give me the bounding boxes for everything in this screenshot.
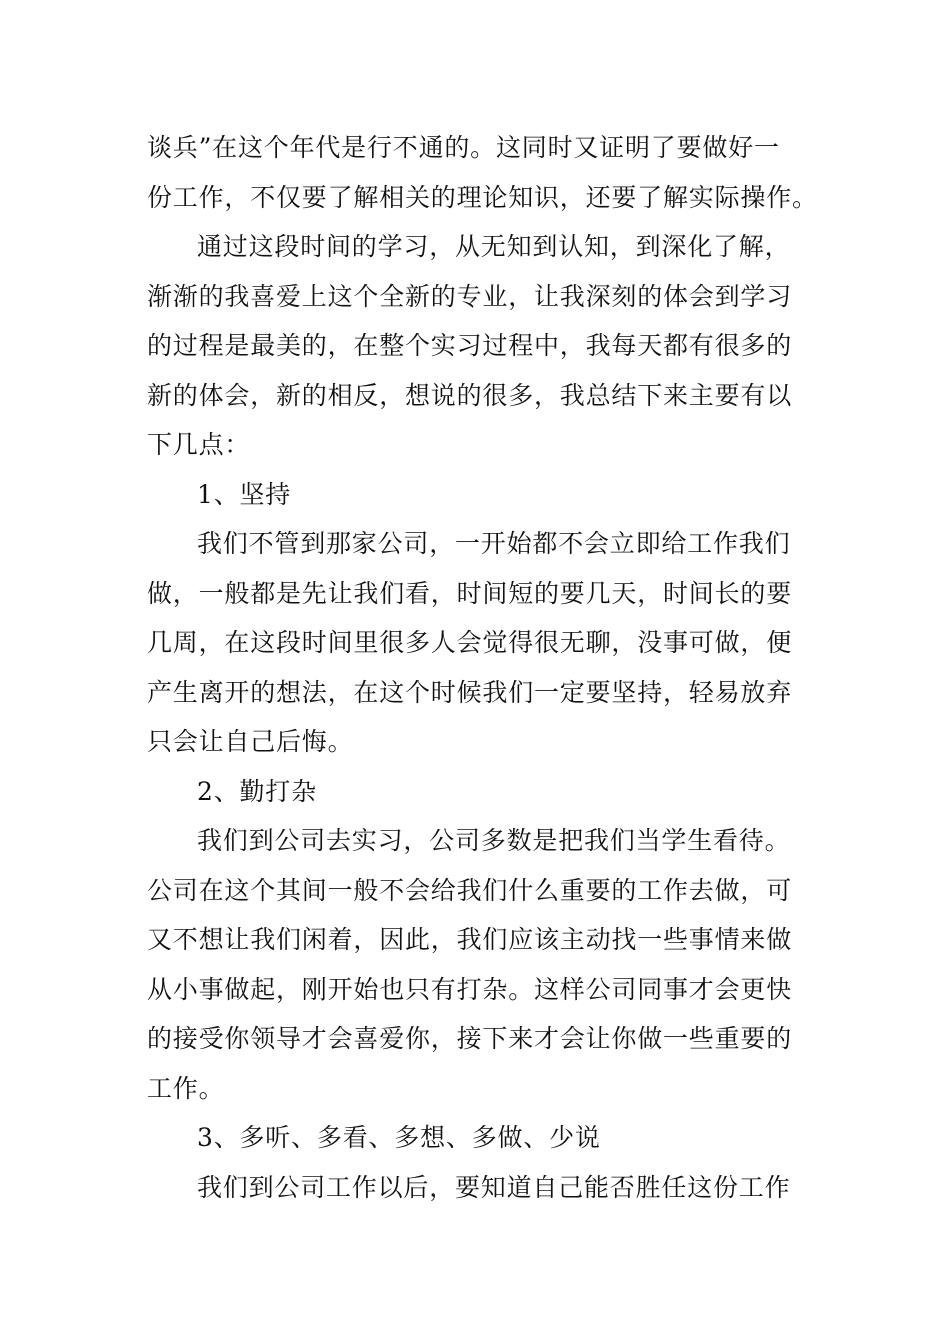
text-line: 下几点： xyxy=(147,430,251,459)
text-line: 新的体会，新的相反，想说的很多，我总结下来主要有以 xyxy=(147,380,793,410)
text-line: 份工作，不仅要了解相关的理论知识，还要了解实际操作。 xyxy=(147,182,818,212)
text-line: 产生离开的想法，在这个时候我们一定要坚持，轻易放弃 xyxy=(147,677,793,707)
text-line: 渐渐的我喜爱上这个全新的专业，让我深刻的体会到学习 xyxy=(147,281,793,311)
text-line: 只会让自己后悔。 xyxy=(147,727,354,756)
text-line: 从小事做起，刚开始也只有打杂。这样公司同事才会更快 xyxy=(147,974,793,1004)
text-line: 的接受你领导才会喜爱你，接下来才会让你做一些重要的 xyxy=(147,1024,793,1053)
text-line: 1、坚持 xyxy=(197,479,292,509)
text-line: 3、多听、多看、多想、多做、少说 xyxy=(197,1123,601,1152)
text-line: 的过程是最美的，在整个实习过程中，我每天都有很多的 xyxy=(147,331,793,360)
text-line: 谈兵”在这个年代是行不通的。这同时又证明了要做好一 xyxy=(147,133,780,162)
text-line: 我们到公司去实习，公司多数是把我们当学生看待。 xyxy=(197,826,791,855)
text-line: 公司在这个其间一般不会给我们什么重要的工作去做，可 xyxy=(147,875,793,905)
document-body xyxy=(147,123,818,1212)
text-line: 工作。 xyxy=(147,1073,225,1103)
text-line: 2、勤打杂 xyxy=(197,776,317,806)
text-line: 几周，在这段时间里很多人会觉得很无聊，没事可做，便 xyxy=(147,628,793,657)
text-line: 又不想让我们闲着，因此，我们应该主动找一些事情来做 xyxy=(147,925,793,954)
text-line: 我们到公司工作以后，要知道自己能否胜任这份工作 xyxy=(197,1172,791,1202)
text-line: 做，一般都是先让我们看，时间短的要几天，时间长的要 xyxy=(147,578,793,608)
text-line: 我们不管到那家公司，一开始都不会立即给工作我们 xyxy=(197,529,791,558)
text-line: 通过这段时间的学习，从无知到认知，到深化了解， xyxy=(197,232,791,261)
